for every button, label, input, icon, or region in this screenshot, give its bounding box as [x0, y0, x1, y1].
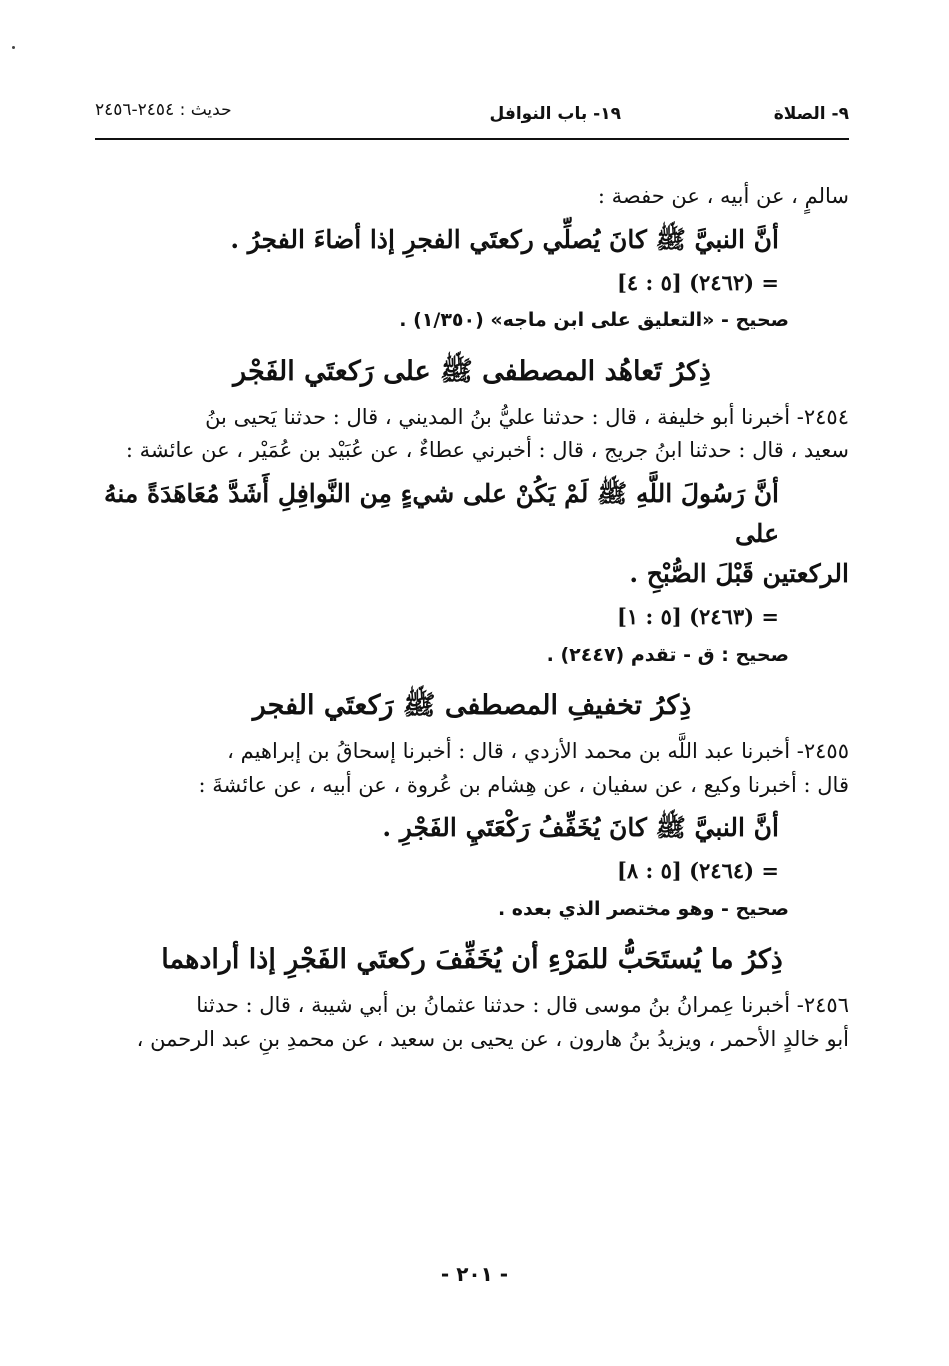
chapter-heading: ذِكرُ تَعاهُد المصطفى ﷺ على رَكعتَي الفَجْر — [233, 355, 711, 387]
margin-mark — [12, 46, 15, 49]
isnad-line: ٢٤٥٦- أخبرنا عِمرانُ بنُ موسى قال : حدثنا عثمانُ بن أبي شيبة ، قال : حدثنا — [196, 993, 849, 1018]
cross-reference: = (٢٤٦٣) [٥ : ١] — [616, 603, 779, 629]
hadith-text: أنَّ النبيَّ ﷺ كانَ يُخَفِّفُ رَكْعَتَيِ الفَجْرِ . — [382, 813, 779, 843]
grading-note: صحيح : ق - تقدم (٢٤٤٧) . — [546, 643, 789, 666]
isnad-line: سالمٍ ، عن أبيه ، عن حفصة : — [597, 184, 849, 208]
isnad-line: ٢٤٥٤- أخبرنا أبو خليفة ، قال : حدثنا عليُّ بنُ المديني ، قال : حدثنا يَحيى بنُ — [205, 404, 849, 429]
isnad-line: سعيد ، قال : حدثنا ابنُ جريج ، قال : أخبرني عطاءٌ ، عن عُبَيْد بن عُمَيْر ، عن عائشة : — [125, 438, 849, 463]
hadith-text: أنَّ النبيَّ ﷺ كانَ يُصلِّي ركعتَي الفجرِ إذا أضاءَ الفجرُ . — [230, 224, 779, 254]
isnad-line: ٢٤٥٥- أخبرنا عبد اللَّه بن محمد الأزدي ، قال : أخبرنا إسحاقُ بن إبراهيم ، — [227, 739, 849, 764]
header-chapter: ٩- الصلاة — [773, 104, 849, 124]
isnad-line: أبو خالدٍ الأحمر ، ويزيدُ بنُ هارون ، عن يحيى بن سعيد ، عن محمدِ بنِ عبد الرحمن ، — [136, 1027, 849, 1052]
cross-reference: = (٢٤٦٢) [٥ : ٤] — [616, 269, 779, 295]
grading-note: صحيح - «التعليق على ابن ماجه» (١/٣٥٠) . — [399, 309, 789, 332]
page-number: - ٢٠١ - — [440, 1262, 509, 1286]
chapter-heading: ذِكرُ ما يُستَحَبُّ للمَرْءِ أن يُخَفِّفَ ركعتَي الفَجْرِ إذا أرادهما — [161, 944, 783, 976]
isnad-line: قال : أخبرنا وكيع ، عن سفيان ، عن هِشام بن عُروة ، عن أبيه ، عن عائشةَ : — [198, 772, 849, 797]
page-body — [95, 180, 849, 1057]
hadith-text: الركعتين قَبْلَ الصُّبْحِ . — [629, 558, 849, 588]
cross-reference: = (٢٤٦٤) [٥ : ٨] — [616, 858, 779, 884]
header-hadith-range: حديث : ٢٤٥٤-٢٤٥٦ — [95, 100, 232, 120]
running-header — [95, 96, 849, 130]
grading-note: صحيح - وهو مختصر الذي بعده . — [497, 897, 789, 920]
header-section: ١٩- باب النوافل — [489, 104, 621, 124]
chapter-heading: ذِكرُ تخفيفِ المصطفى ﷺ رَكعتَي الفجر — [252, 689, 692, 721]
hadith-text: أنَّ رَسُولَ اللَّهِ ﷺ لَمْ يَكُنْ على شيءٍ مِن النَّوافِلِ أَشَدَّ مُعَاهَدَةً منهُ على — [103, 478, 779, 548]
header-rule — [95, 138, 849, 140]
